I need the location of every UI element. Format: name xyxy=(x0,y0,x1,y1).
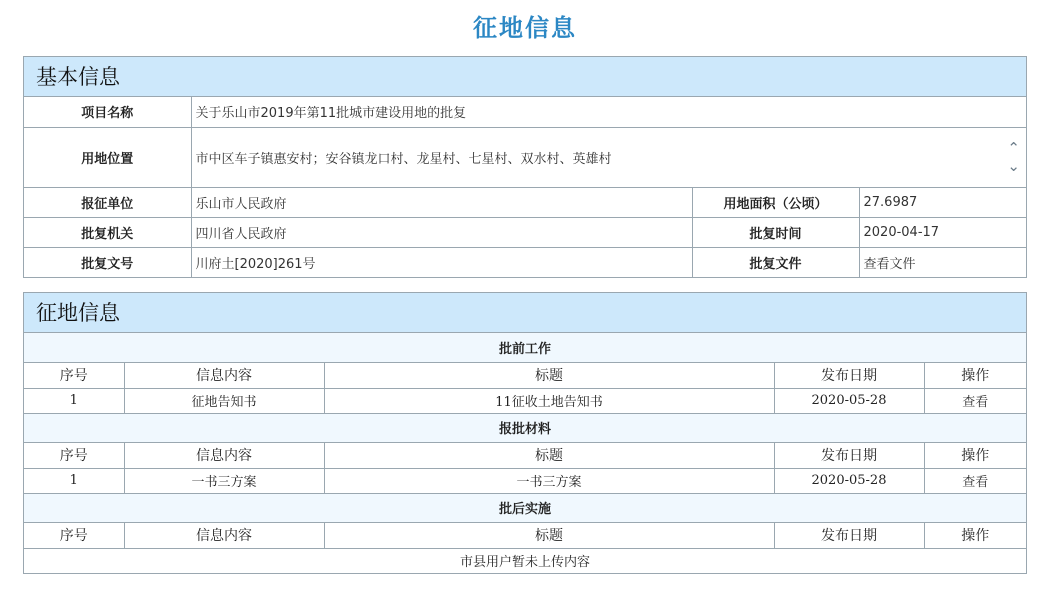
section-title: 批前工作 xyxy=(24,333,1026,362)
view-link[interactable]: 查看 xyxy=(924,468,1026,493)
row-title: 11征收土地告知书 xyxy=(324,388,774,413)
doc-no-value: 川府土[2020]261号 xyxy=(191,247,692,277)
area-label: 用地面积（公顷） xyxy=(692,187,859,217)
chevron-down-icon[interactable]: ⌄ xyxy=(1007,157,1020,175)
empty-message: 市县用户暂未上传内容 xyxy=(24,548,1026,573)
doc-file-label: 批复文件 xyxy=(692,247,859,277)
col-header-date: 发布日期 xyxy=(774,442,924,468)
applicant-label: 报征单位 xyxy=(24,187,191,217)
col-header-no: 序号 xyxy=(24,522,124,548)
col-header-action: 操作 xyxy=(924,442,1026,468)
col-header-no: 序号 xyxy=(24,442,124,468)
expropriation-table xyxy=(24,333,1026,573)
section-title: 报批材料 xyxy=(24,413,1026,442)
page-title: 征地信息 xyxy=(473,13,577,42)
table-row xyxy=(24,468,1026,493)
doc-no-label: 批复文号 xyxy=(24,247,191,277)
view-link[interactable]: 查看 xyxy=(924,388,1026,413)
location-value: 市中区车子镇惠安村；安谷镇龙口村、龙星村、七星村、双水村、英雄村 xyxy=(195,151,612,167)
approve-date-value: 2020-04-17 xyxy=(859,217,1026,247)
col-header-no: 序号 xyxy=(24,362,124,388)
location-label: 用地位置 xyxy=(24,127,191,187)
applicant-value: 乐山市人民政府 xyxy=(191,187,692,217)
approve-date-label: 批复时间 xyxy=(692,217,859,247)
row-date: 2020-05-28 xyxy=(774,388,924,413)
col-header-content: 信息内容 xyxy=(124,522,324,548)
location-field[interactable] xyxy=(191,127,1026,187)
expropriation-panel xyxy=(23,292,1027,574)
chevron-up-icon[interactable]: ⌃ xyxy=(1007,139,1020,157)
row-content: 一书三方案 xyxy=(124,468,324,493)
expropriation-heading: 征地信息 xyxy=(24,293,1026,333)
col-header-date: 发布日期 xyxy=(774,522,924,548)
section-title: 批后实施 xyxy=(24,493,1026,522)
project-name-label: 项目名称 xyxy=(24,97,191,127)
col-header-title: 标题 xyxy=(324,522,774,548)
table-row xyxy=(24,388,1026,413)
col-header-title: 标题 xyxy=(324,362,774,388)
col-header-date: 发布日期 xyxy=(774,362,924,388)
col-header-content: 信息内容 xyxy=(124,442,324,468)
basic-info-heading: 基本信息 xyxy=(24,57,1026,97)
row-date: 2020-05-28 xyxy=(774,468,924,493)
approver-value: 四川省人民政府 xyxy=(191,217,692,247)
row-title: 一书三方案 xyxy=(324,468,774,493)
view-file-link[interactable]: 查看文件 xyxy=(859,247,1026,277)
col-header-action: 操作 xyxy=(924,362,1026,388)
location-scroll-control[interactable] xyxy=(1007,139,1020,175)
col-header-title: 标题 xyxy=(324,442,774,468)
project-name-value: 关于乐山市2019年第11批城市建设用地的批复 xyxy=(191,97,1026,127)
row-no: 1 xyxy=(24,388,124,413)
basic-info-panel xyxy=(23,56,1027,278)
col-header-action: 操作 xyxy=(924,522,1026,548)
approver-label: 批复机关 xyxy=(24,217,191,247)
row-no: 1 xyxy=(24,468,124,493)
row-content: 征地告知书 xyxy=(124,388,324,413)
col-header-content: 信息内容 xyxy=(124,362,324,388)
basic-info-table xyxy=(24,97,1026,277)
area-value: 27.6987 xyxy=(859,187,1026,217)
